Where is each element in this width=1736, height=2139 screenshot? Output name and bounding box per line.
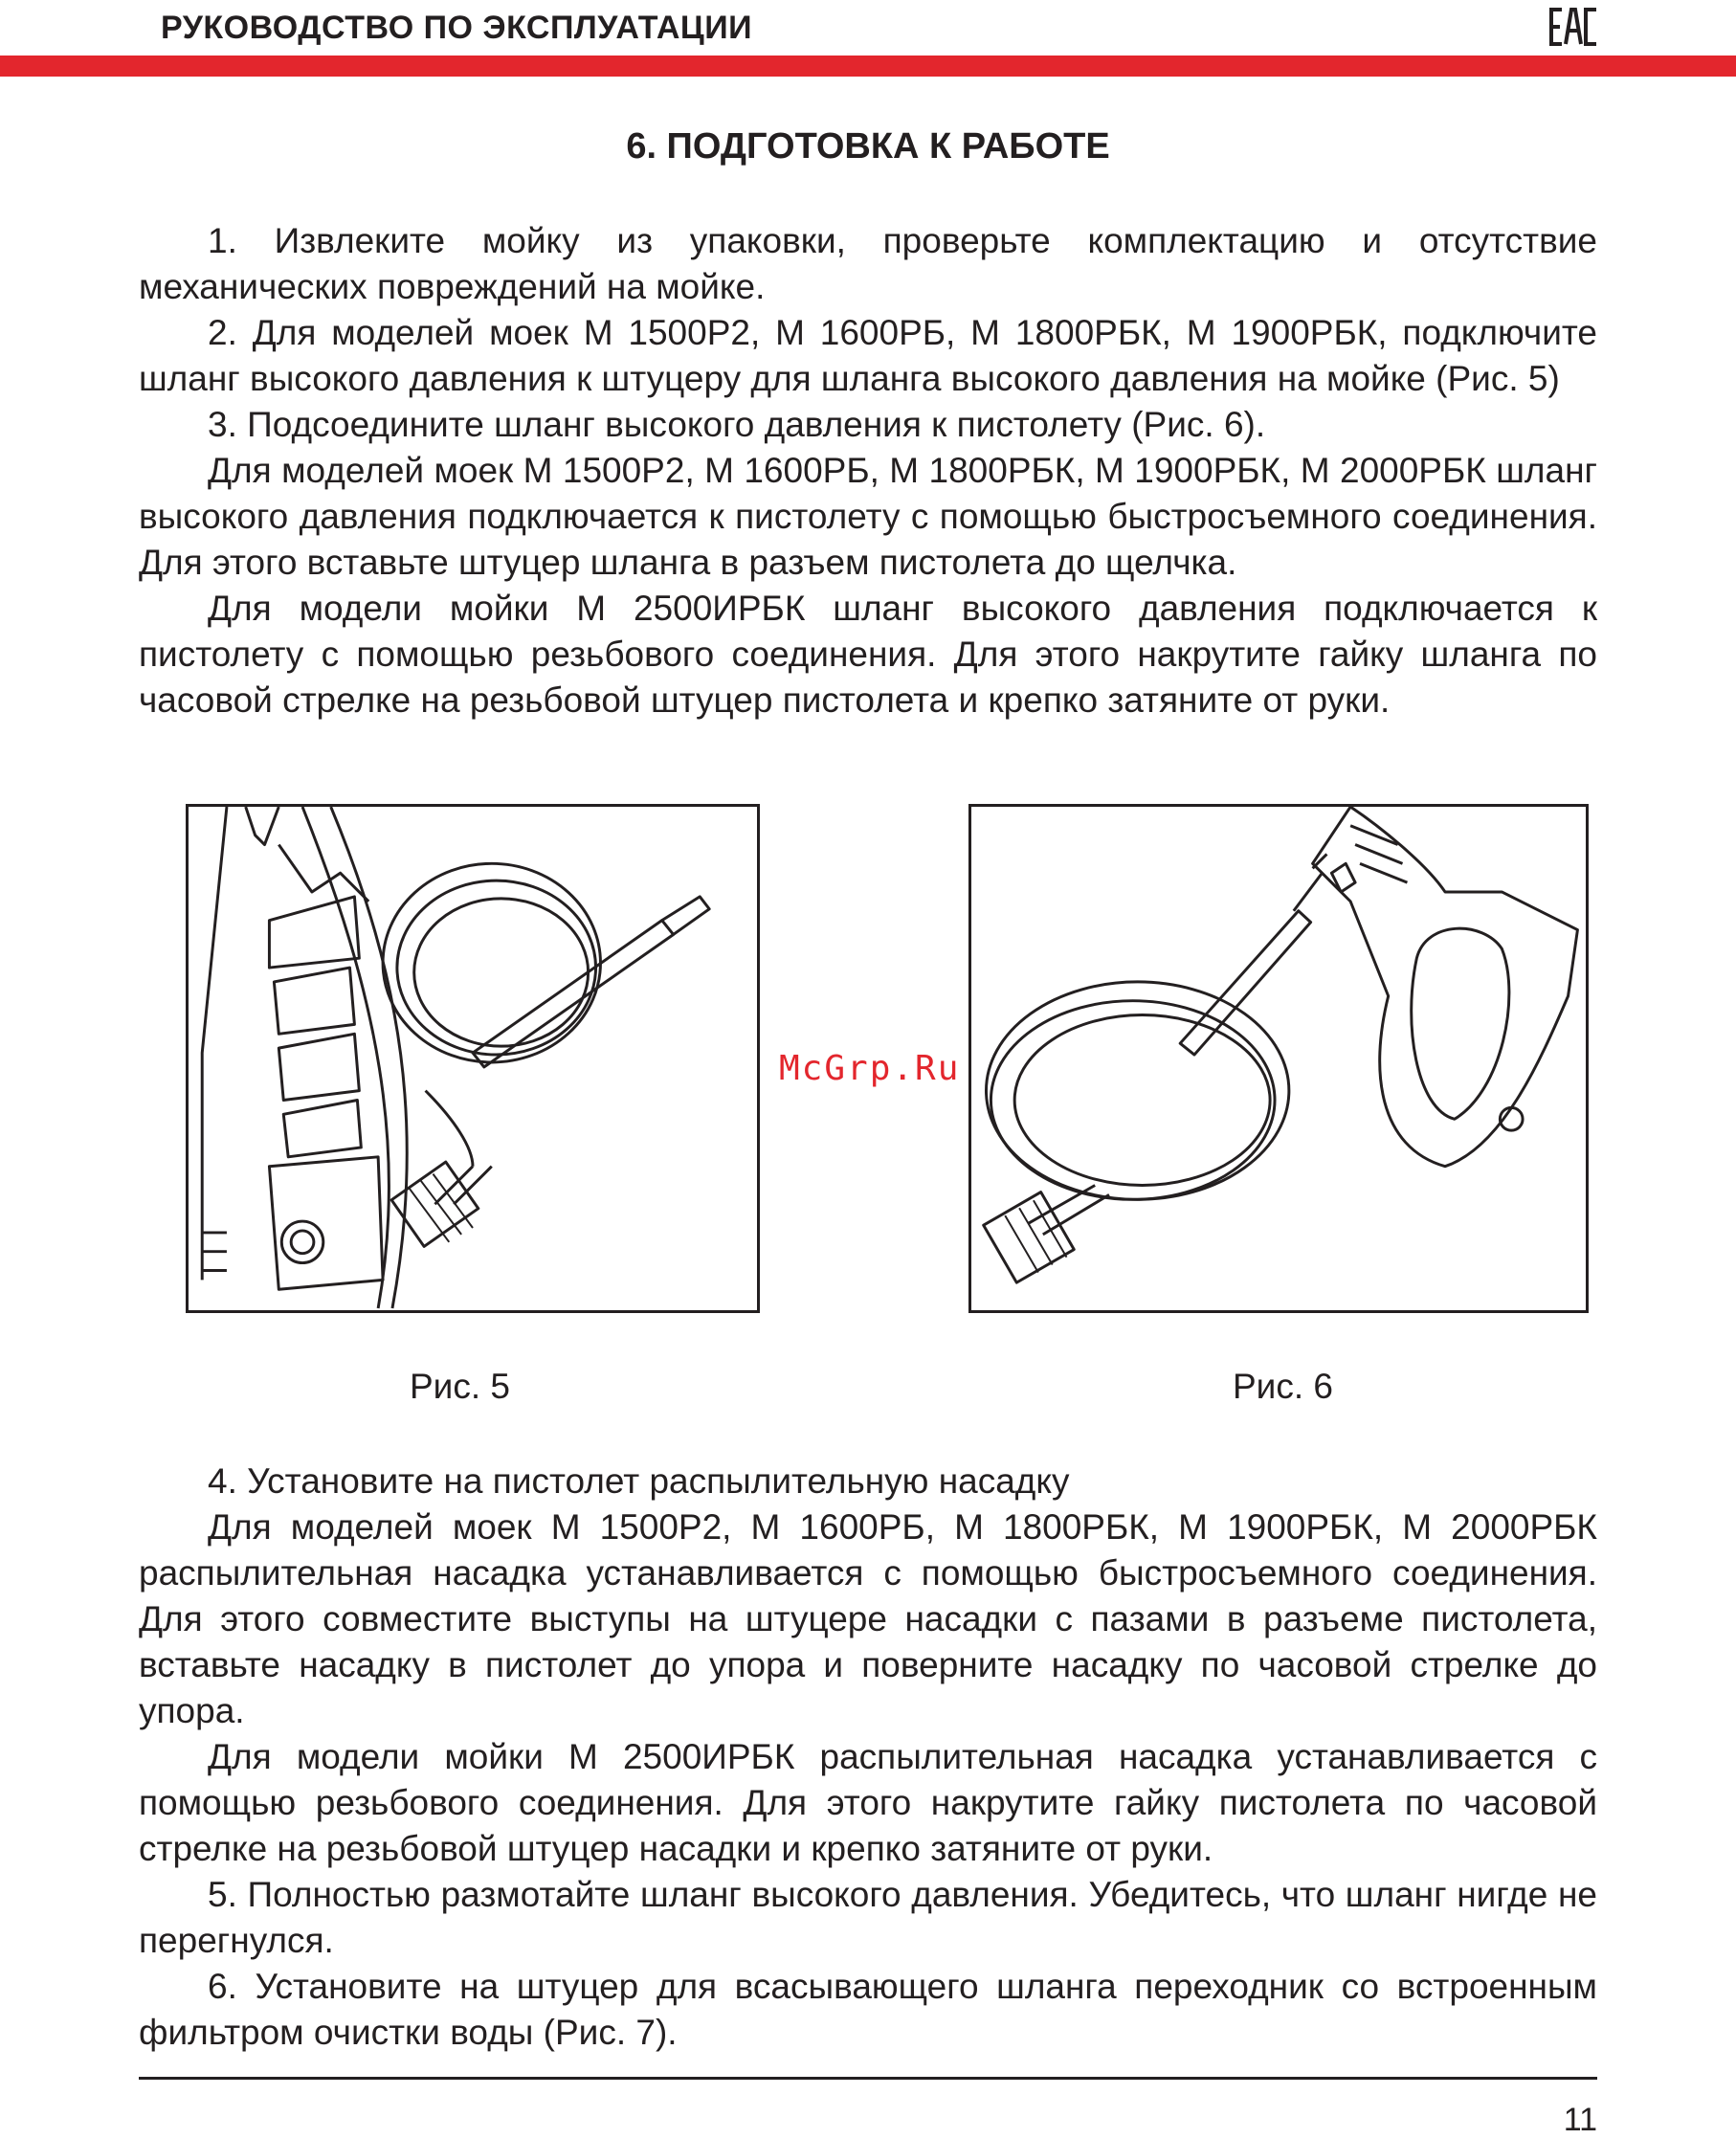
bottom-text-block [139, 1459, 1597, 2056]
section-title: 6. ПОДГОТОВКА К РАБОТЕ [626, 126, 1110, 167]
figure-6-gun-hose [968, 804, 1589, 1313]
watermark: McGrp.Ru [779, 1049, 961, 1088]
paragraph-3a: Для моделей моек М 1500Р2, М 1600РБ, М 1800РБК, М 1900РБК, М 2000РБК шланг высокого давления подключается к пистолету с помощью быстросъемного соединения. Для этого вставьте штуцер шланга в разъем пистолета до щелчка. [139, 451, 1597, 582]
paragraph-3b: Для модели мойки М 2500ИРБК шланг высокого давления подключается к пистолету с помощью резьбового соединения. Для этого накрутите гайку шланга по часовой стрелке на резьбовой штуцер пистолета и крепко затяните от руки. [139, 589, 1597, 720]
paragraph-4a: Для моделей моек М 1500Р2, М 1600РБ, М 1800РБК, М 1900РБК, М 2000РБК распылительная насадка устанавливается с помощью быстросъемного соединения. Для этого совместите выступы на штуцере насадки с пазами в разъеме пистолета, вставьте насадку в пистолет до упора и поверните насадку по часовой стрелке до упора. [139, 1507, 1597, 1730]
paragraph-4b: Для модели мойки М 2500ИРБК распылительная насадка устанавливается с помощью резьбового соединения. Для этого накрутите гайку пистолета по часовой стрелке на резьбовой штуцер насадки и крепко затяните от руки. [139, 1737, 1597, 1868]
paragraph-2: 2. Для моделей моек М 1500Р2, М 1600РБ, М 1800РБК, М 1900РБК, подключите шланг высокого давления к штуцеру для шланга высокого давления на мойке (Рис. 5) [139, 313, 1597, 398]
header-title: РУКОВОДСТВО ПО ЭКСПЛУАТАЦИИ [161, 10, 753, 46]
figure-5-washer-hose [186, 804, 760, 1313]
figure-5-caption: Рис. 5 [410, 1367, 510, 1406]
figure-6-caption: Рис. 6 [1233, 1367, 1333, 1406]
eac-mark-icon [1548, 6, 1598, 48]
top-text-block [139, 218, 1597, 724]
footer-rule [139, 2077, 1597, 2080]
paragraph-1: 1. Извлеките мойку из упаковки, проверьте комплектацию и отсутствие механических повреждений на мойке. [139, 221, 1597, 306]
paragraph-3: 3. Подсоедините шланг высокого давления к пистолету (Рис. 6). [208, 405, 1266, 444]
paragraph-6: 6. Установите на штуцер для всасывающего шланга переходник со встроенным фильтром очистки воды (Рис. 7). [139, 1967, 1597, 2052]
paragraph-4: 4. Установите на пистолет распылительную насадку [208, 1461, 1070, 1501]
paragraph-5: 5. Полностью размотайте шланг высокого давления. Убедитесь, что шланг нигде не перегнулся. [139, 1875, 1597, 1960]
header-red-bar [0, 56, 1736, 77]
page-number: 11 [1563, 2102, 1597, 2138]
